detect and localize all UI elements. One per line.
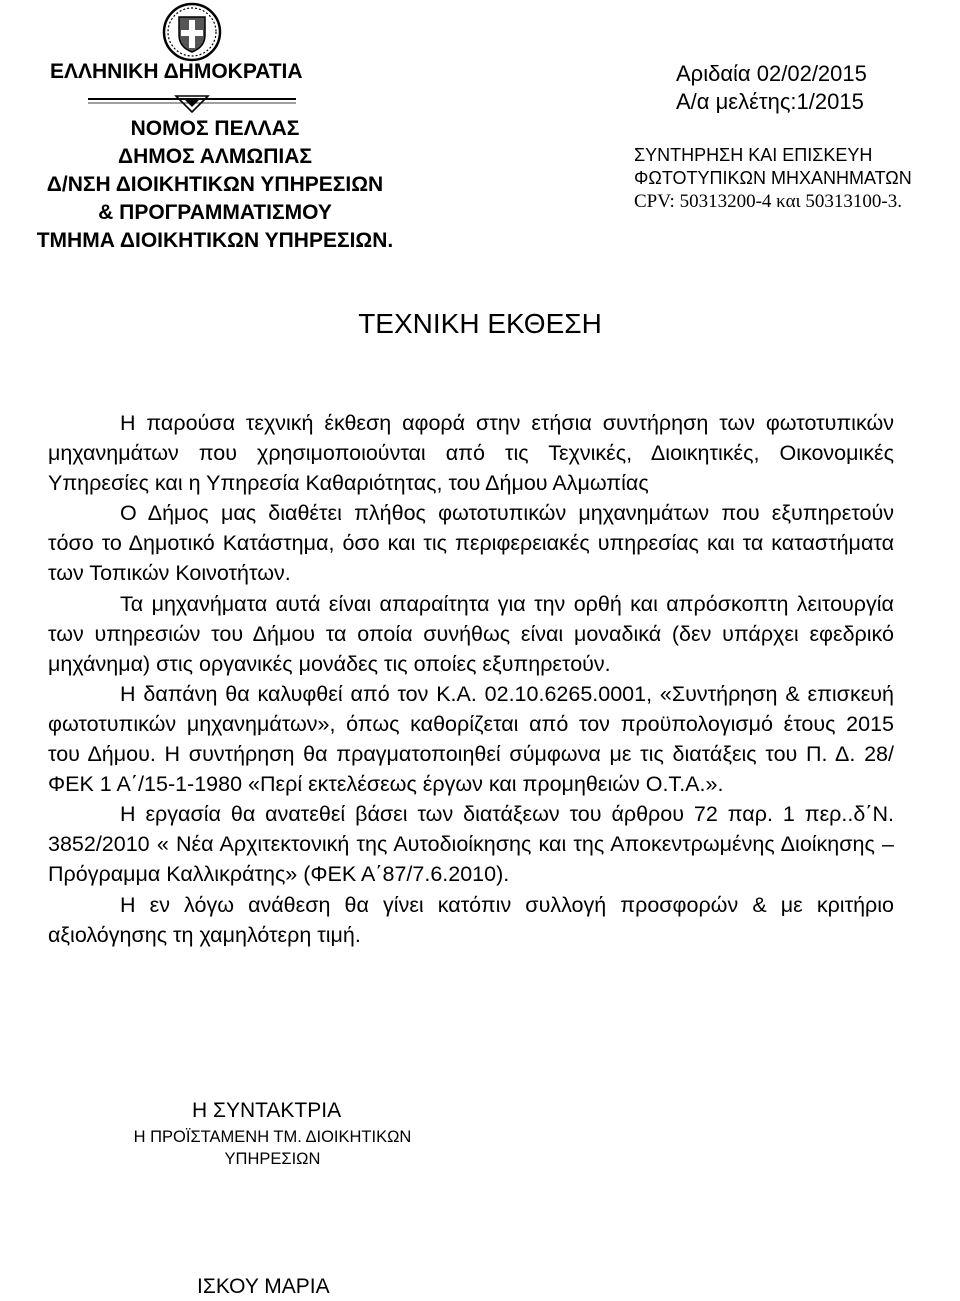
paragraph-1: Η παρούσα τεχνική έκθεση αφορά στην ετήσια συντήρηση των φωτοτυπικών μηχανημάτων που χρησιμοποιούνται από τις Τεχνικές, Διοικητικές, Οικονομικές Υπηρεσίες και η Υπηρεσία Καθαριότητας, του Δήμου Αλμωπίας: [48, 411, 894, 496]
country-name: ΕΛΛΗΝΙΚΗ ΔΗΜΟΚΡΑΤΙΑ: [50, 60, 303, 83]
paragraph-2: Ο Δήμος μας διαθέτει πλήθος φωτοτυπικών μηχανημάτων που εξυπηρετούν τόσο το Δημοτικό Κατάστημα, όσο και τις περιφερειακές υπηρεσίας και τα καταστήματα των Τοπικών Κοινοτήτων.: [48, 501, 894, 586]
subject-block: [634, 144, 912, 213]
document-date: Αριδαία 02/02/2015: [676, 61, 867, 86]
signature-position-line-2: ΥΠΗΡΕΣΙΩΝ: [224, 1150, 321, 1168]
directorate-line-1: Δ/ΝΣΗ ΔΙΟΙΚΗΤΙΚΩΝ ΥΠΗΡΕΣΙΩΝ: [46, 173, 384, 196]
department: ΤΜΗΜΑ ΔΙΟΙΚΗΤΙΚΩΝ ΥΠΗΡΕΣΙΩΝ.: [36, 229, 394, 252]
document-title: ΤΕΧΝΙΚΗ ΕΚΘΕΣΗ: [358, 308, 602, 339]
date-block: [676, 60, 867, 116]
signature-role: Η ΣΥΝΤΑΚΤΡΙΑ: [192, 1099, 342, 1122]
subject-line-1: ΣΥΝΤΗΡΗΣΗ ΚΑΙ ΕΠΙΣΚΕΥΗ: [634, 145, 873, 165]
report-body: [48, 408, 894, 950]
prefecture: ΝΟΜΟΣ ΠΕΛΛΑΣ: [130, 117, 300, 140]
study-number: Α/α μελέτης:1/2015: [676, 89, 864, 114]
subject-line-2: ΦΩΤΟΤΥΠΙΚΩΝ ΜΗΧΑΝΗΜΑΤΩΝ: [634, 168, 912, 188]
issuer-block: [0, 58, 430, 86]
signature-position-line-1: Η ΠΡΟΪΣΤΑΜΕΝΗ ΤΜ. ΔΙΟΙΚΗΤΙΚΩΝ: [133, 1128, 412, 1146]
paragraph-6: Η εν λόγω ανάθεση θα γίνει κατόπιν συλλογή προσφορών & με κριτήριο αξιολόγησης τη χαμηλότερη τιμή.: [48, 892, 894, 947]
signatory-name: ΙΣΚΟΥ ΜΑΡΙΑ: [197, 1275, 330, 1298]
header-divider: [88, 92, 296, 114]
paragraph-3: Τα μηχανήματα αυτά είναι απαραίτητα για την ορθή και απρόσκοπτη λειτουργία των υπηρεσιών του Δήμου τα οποία συνήθως είναι μοναδικά (δεν υπάρχει εφεδρικό μηχάνημα) στις οργανικές μονάδες τις οποίες εξυπηρετούν.: [48, 591, 894, 676]
directorate-line-2: & ΠΡΟΓΡΑΜΜΑΤΙΣΜΟΥ: [98, 201, 332, 224]
cpv-codes: CPV: 50313200-4 και 50313100-3.: [634, 191, 902, 212]
signature-position: [0, 1126, 545, 1170]
greek-coat-of-arms-icon: [162, 2, 222, 62]
municipality: ΔΗΜΟΣ ΑΛΜΩΠΙΑΣ: [117, 145, 312, 168]
issuer-details: [0, 115, 430, 255]
paragraph-5: Η εργασία θα ανατεθεί βάσει των διατάξεων του άρθρου 72 παρ. 1 περ..δ΄Ν. 3852/2010 « Νέα Αρχιτεκτονική της Αυτοδιοίκησης και της Αποκεντρωμένης Διοίκησης – Πρόγραμμα Καλλικράτης» (ΦΕΚ Α΄87/7.6.2010).: [48, 802, 894, 887]
paragraph-4: Η δαπάνη θα καλυφθεί από τον Κ.Α. 02.10.6265.0001, «Συντήρηση & επισκευή φωτοτυπικών μηχανημάτων», όπως καθορίζεται από τον προϋπολογισμό έτους 2015 του Δήμου. Η συντήρηση θα πραγματοποιηθεί σύμφωνα με τις διατάξεις του Π. Δ. 28/ΦΕΚ 1 Α΄/15-1-1980 «Περί εκτελέσεως έργων και προμηθειών Ο.Τ.Α.».: [48, 681, 894, 797]
